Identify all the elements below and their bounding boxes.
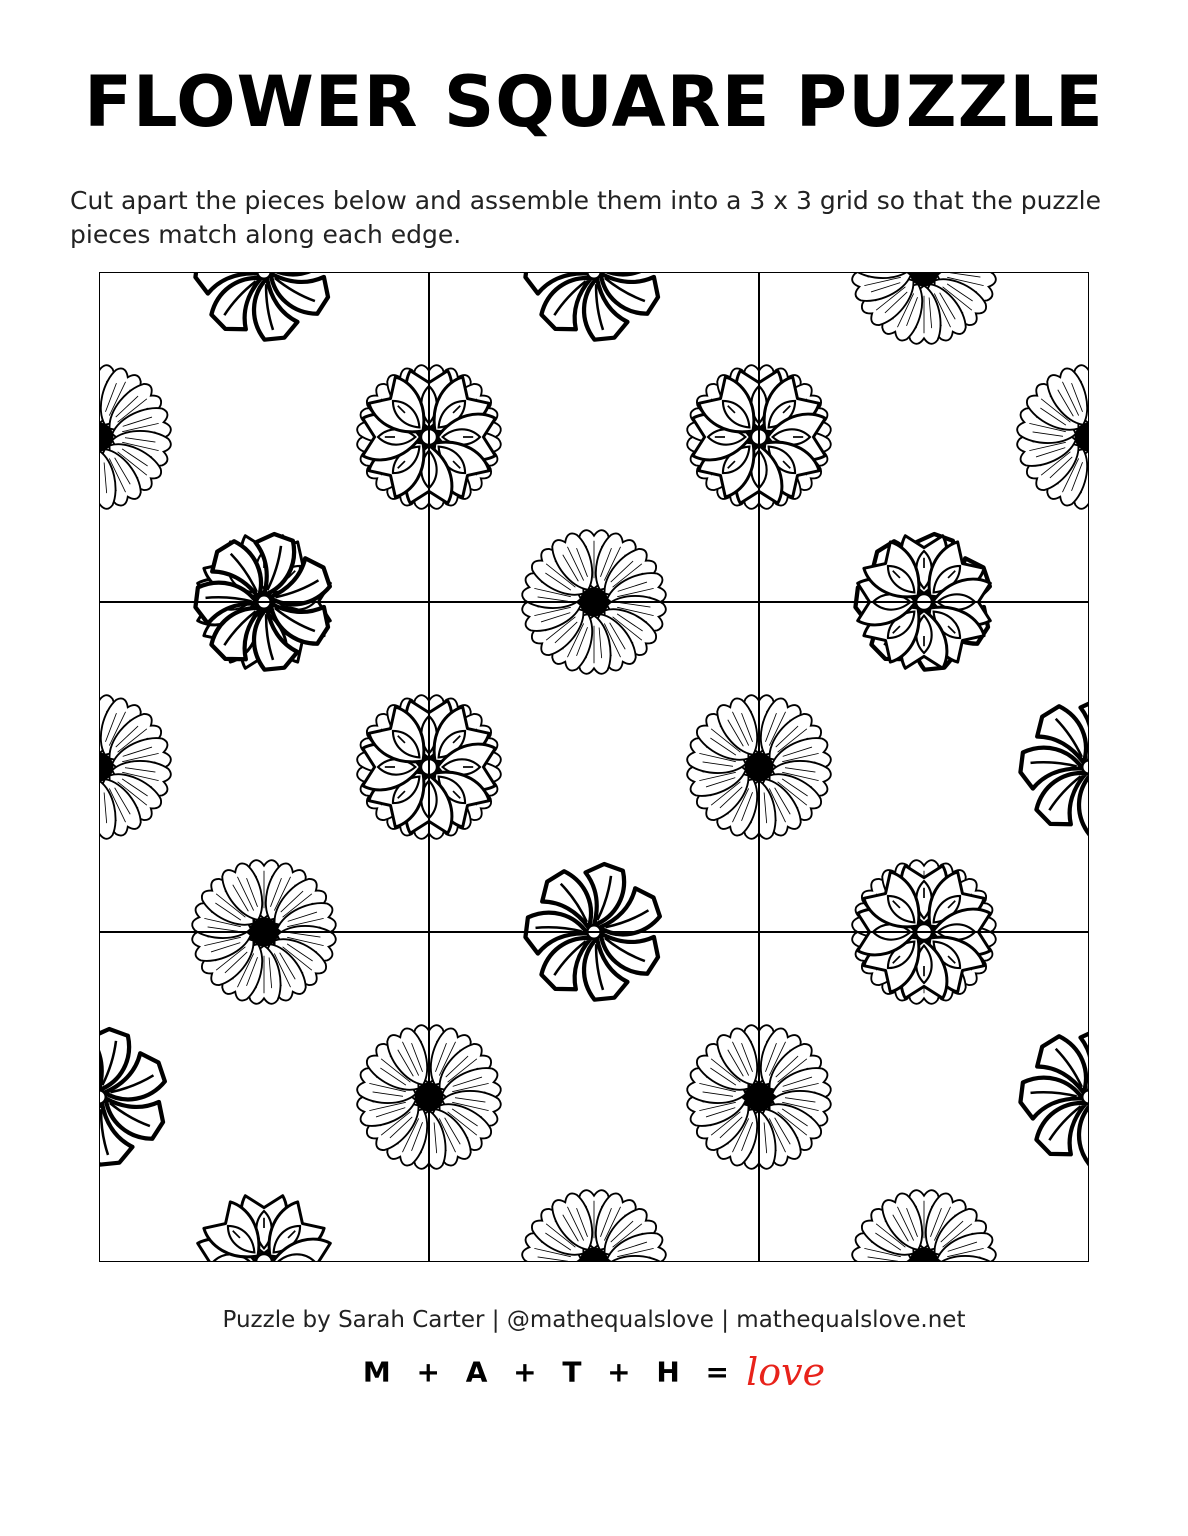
pinwheel-icon: [521, 864, 666, 1006]
pinwheel-icon: [1016, 1029, 1089, 1171]
credits-line: Puzzle by Sarah Carter | @mathequalslove | mathequalslove.net: [222, 1307, 966, 1333]
lotus-icon: [198, 1196, 331, 1262]
daisy-icon: [99, 695, 173, 839]
daisy-icon: [99, 365, 173, 509]
daisy-icon: [520, 1190, 667, 1262]
logo-love: love: [746, 1350, 826, 1394]
pinwheel-icon: [191, 272, 336, 346]
instructions-text: Cut apart the pieces below and assemble them into a 3 x 3 grid so that the puzzle pieces match along each edge.: [70, 186, 1101, 249]
pinwheel-icon: [1016, 699, 1089, 841]
page-title: FLOWER SQUARE PUZZLE: [84, 61, 1104, 143]
daisy-icon: [1015, 365, 1089, 509]
puzzle-grid: [99, 272, 1089, 1262]
logo-word: M + A + T + H =: [362, 1355, 738, 1389]
daisy-icon: [850, 1190, 997, 1262]
pinwheel-icon: [99, 1029, 171, 1171]
math-equals-love-logo: [0, 1350, 1188, 1400]
pinwheel-icon: [521, 272, 666, 346]
daisy-icon: [850, 272, 997, 344]
